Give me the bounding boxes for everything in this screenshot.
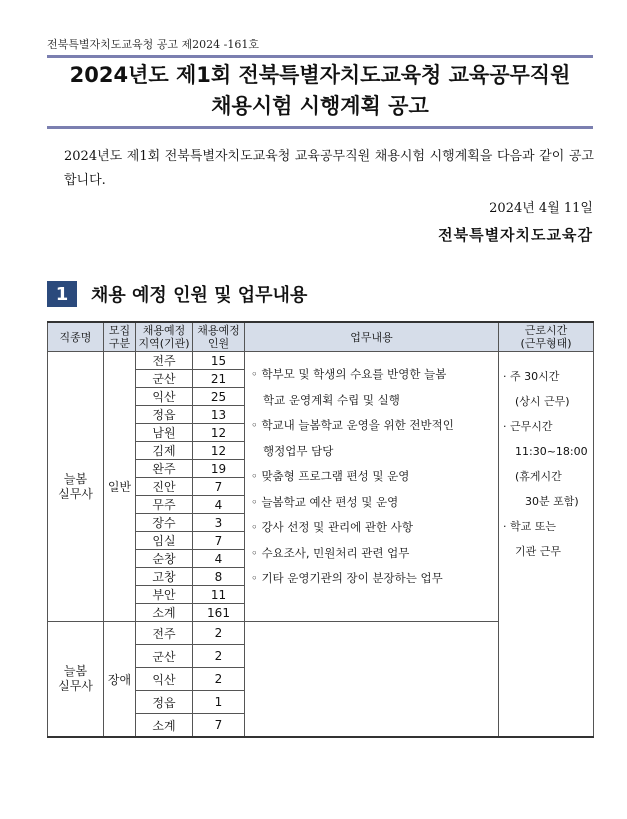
job-name-cell: 늘봄 실무사: [48, 352, 104, 622]
region-cell: 김제: [136, 442, 193, 460]
hours-item: · 학교 또는: [503, 520, 556, 533]
region-cell: 순창: [136, 550, 193, 568]
header-duties: 업무내용: [245, 322, 499, 352]
duty-item: ◦ 맞춤형 프로그램 편성 및 운영: [251, 469, 410, 483]
hours-item-cont: 11:30~18:00: [515, 445, 588, 458]
issuer-name: 전북특별자치도교육감: [438, 226, 593, 244]
notice-reference: 전북특별자치도교육청 공고 제2024 -161호: [47, 38, 259, 51]
region-cell: 익산: [136, 668, 193, 691]
count-cell: 2: [193, 622, 245, 645]
duty-item: ◦ 학부모 및 학생의 수요를 반영한 늘봄: [251, 367, 447, 381]
job-name-cell: 늘봄 실무사: [48, 622, 104, 738]
region-cell: 완주: [136, 460, 193, 478]
notice-date: 2024년 4월 11일: [489, 201, 593, 216]
count-cell: 25: [193, 388, 245, 406]
section-heading: [47, 281, 307, 307]
region-cell: 남원: [136, 424, 193, 442]
header-job: 직종명: [48, 322, 104, 352]
count-cell: 19: [193, 460, 245, 478]
region-cell: 장수: [136, 514, 193, 532]
hours-item: · 근무시간: [503, 420, 553, 433]
duty-item: ◦ 기타 운영기관의 장이 분장하는 업무: [251, 571, 443, 585]
count-cell: 21: [193, 370, 245, 388]
hours-item-cont: 30분 포함): [525, 495, 579, 508]
duties-empty-cell: [245, 622, 499, 738]
duty-item: ◦ 수요조사, 민원처리 관련 업무: [251, 545, 410, 560]
type-cell: 장애: [104, 622, 136, 738]
duty-item: ◦ 강사 선정 및 관리에 관한 사항: [251, 520, 414, 534]
duty-item: ◦ 학교내 늘봄학교 운영을 위한 전반적인: [251, 418, 454, 432]
subtotal-count: 7: [193, 714, 245, 738]
section-title: 채용 예정 인원 및 업무내용: [91, 285, 308, 306]
title-line-1: 2024년도 제1회 전북특별자치도교육청 교육공무직원: [69, 63, 571, 87]
count-cell: 7: [193, 532, 245, 550]
region-cell: 고창: [136, 568, 193, 586]
count-cell: 2: [193, 645, 245, 668]
table-header-row: [48, 322, 594, 352]
count-cell: 11: [193, 586, 245, 604]
count-cell: 15: [193, 352, 245, 370]
hours-cell: [499, 352, 594, 738]
title-rule-bottom: [47, 126, 593, 129]
count-cell: 4: [193, 496, 245, 514]
table-row: [48, 352, 594, 370]
section-number: 1: [47, 281, 77, 307]
title-rule-top: [47, 55, 593, 58]
duty-item-cont: 학교 운영계획 수립 및 실행: [263, 392, 400, 407]
title-line-2: 채용시험 시행계획 공고: [211, 94, 429, 118]
region-cell: 군산: [136, 645, 193, 668]
duty-item: ◦ 늘봄학교 예산 편성 및 운영: [251, 494, 399, 509]
region-cell: 전주: [136, 622, 193, 645]
hours-item-cont: (상시 근무): [515, 395, 570, 408]
intro-paragraph: 2024년도 제1회 전북특별자치도교육청 교육공무직원 채용시험 시행계획을 다음과 같이 공고합니다.: [64, 149, 594, 188]
subtotal-label: 소계: [136, 604, 193, 622]
count-cell: 3: [193, 514, 245, 532]
region-cell: 진안: [136, 478, 193, 496]
count-cell: 12: [193, 424, 245, 442]
hours-item: · 주 30시간: [503, 370, 560, 383]
region-cell: 정읍: [136, 691, 193, 714]
duty-item-cont: 행정업무 담당: [263, 443, 334, 458]
header-count: 채용예정 인원: [193, 322, 245, 352]
region-cell: 군산: [136, 370, 193, 388]
count-cell: 7: [193, 478, 245, 496]
region-cell: 무주: [136, 496, 193, 514]
subtotal-label: 소계: [136, 714, 193, 738]
count-cell: 1: [193, 691, 245, 714]
count-cell: 4: [193, 550, 245, 568]
region-cell: 정읍: [136, 406, 193, 424]
count-cell: 2: [193, 668, 245, 691]
count-cell: 13: [193, 406, 245, 424]
header-type: 모집 구분: [104, 322, 136, 352]
count-cell: 8: [193, 568, 245, 586]
region-cell: 임실: [136, 532, 193, 550]
hours-item-cont: (휴게시간: [515, 470, 562, 483]
recruitment-table: [47, 321, 594, 738]
region-cell: 전주: [136, 352, 193, 370]
region-cell: 익산: [136, 388, 193, 406]
header-hours: 근로시간 (근무형태): [499, 322, 594, 352]
duties-cell: [245, 352, 499, 622]
header-region: 채용예정 지역(기관): [136, 322, 193, 352]
count-cell: 12: [193, 442, 245, 460]
hours-item-cont: 기관 근무: [515, 545, 562, 558]
type-cell: 일반: [104, 352, 136, 622]
region-cell: 부안: [136, 586, 193, 604]
subtotal-count: 161: [193, 604, 245, 622]
notice-title: [47, 60, 593, 122]
